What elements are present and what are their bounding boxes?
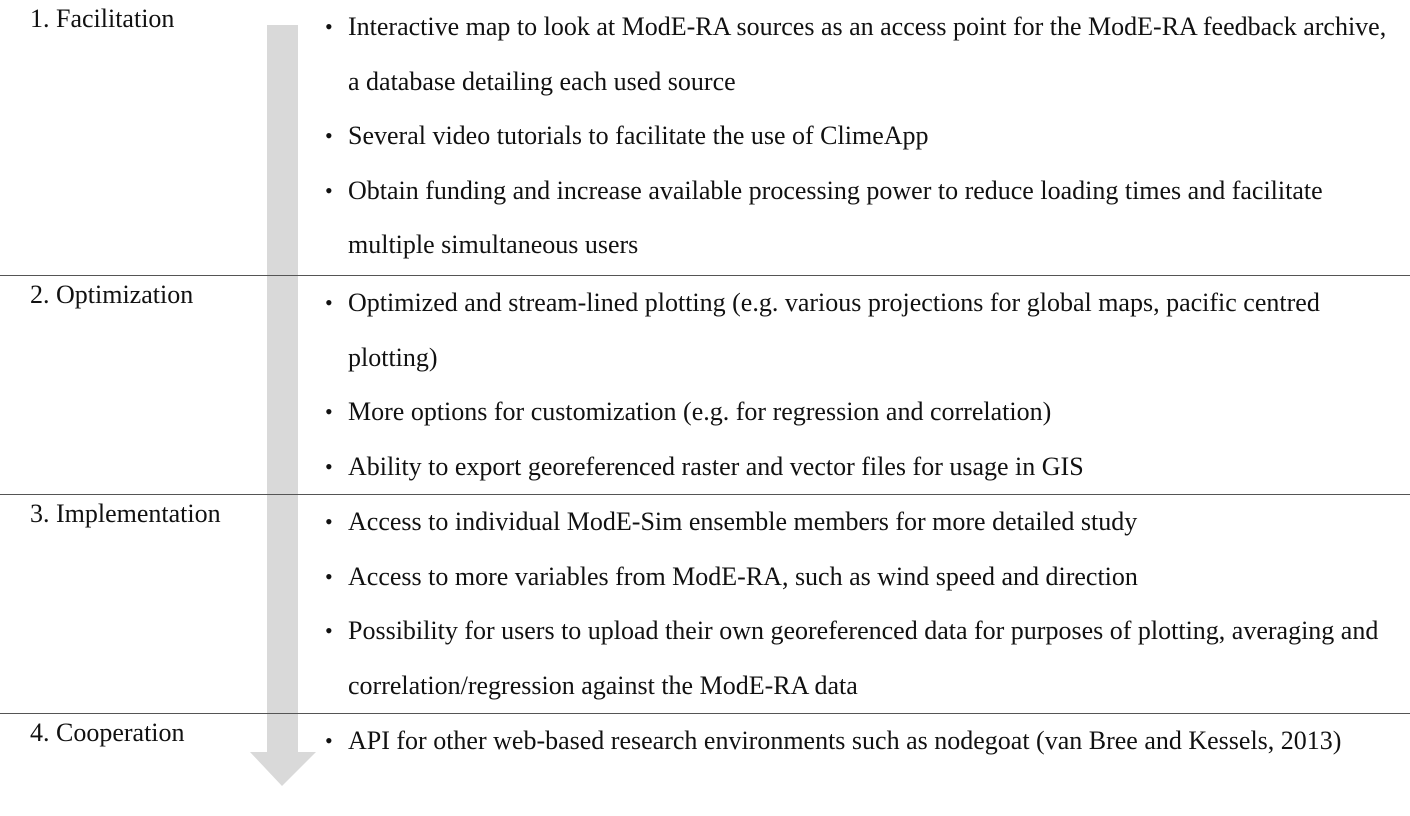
list-item: [325, 385, 1395, 440]
list-item: [325, 276, 1395, 385]
list-item: [325, 604, 1395, 713]
stage-label: 2. Optimization: [30, 280, 194, 309]
list-item: [325, 109, 1395, 164]
stage-label: 3. Implementation: [30, 499, 221, 528]
item-text: Access to individual ModE-Sim ensemble members for more detailed study: [348, 507, 1138, 536]
bullet-icon: •: [325, 618, 333, 643]
list-item: [325, 550, 1395, 605]
item-text: Optimized and stream-lined plotting (e.g. various projections for global maps, pacific centred plotting): [348, 288, 1320, 372]
item-text: More options for customization (e.g. for regression and correlation): [348, 397, 1052, 426]
bullet-icon: •: [325, 177, 333, 203]
bullet-icon: •: [325, 453, 333, 479]
item-text: Several video tutorials to facilitate the use of ClimeApp: [348, 121, 929, 150]
bullet-icon: •: [325, 509, 333, 534]
list-item: [325, 0, 1395, 109]
item-text: Ability to export georeferenced raster and vector files for usage in GIS: [348, 451, 1084, 481]
item-text: Interactive map to look at ModE-RA sources as an access point for the ModE-RA feedback archive, a database detailing each used source: [348, 12, 1387, 96]
list-item: [325, 714, 1395, 769]
bullet-icon: •: [325, 399, 333, 424]
list-item: [325, 164, 1395, 273]
bullet-icon: •: [325, 563, 333, 589]
stage-label: 1. Facilitation: [30, 4, 175, 33]
stage-items: [325, 714, 1395, 769]
bullet-icon: •: [325, 123, 333, 148]
item-text: Obtain funding and increase available processing power to reduce loading times and facilitate multiple simultaneous users: [348, 175, 1323, 259]
stage-label: 4. Cooperation: [30, 718, 185, 747]
stage-items: [325, 276, 1395, 494]
bullet-icon: •: [325, 14, 333, 39]
list-item: [325, 495, 1395, 550]
list-item: [325, 440, 1395, 495]
stage-items: [325, 495, 1395, 713]
bullet-icon: •: [325, 290, 333, 315]
stage-row-cooperation: [0, 713, 1410, 755]
bullet-icon: •: [325, 728, 333, 753]
item-text: Possibility for users to upload their own georeferenced data for purposes of plotting, averaging and correlation/regression against the ModE-RA data: [348, 616, 1379, 700]
item-text: Access to more variables from ModE-RA, such as wind speed and direction: [348, 561, 1138, 591]
stage-items: [325, 0, 1395, 273]
stage-row-optimization: [0, 275, 1410, 481]
stage-row-implementation: [0, 494, 1410, 700]
item-text: API for other web-based research environments such as nodegoat (van Bree and Kessels, 2013): [348, 726, 1342, 755]
